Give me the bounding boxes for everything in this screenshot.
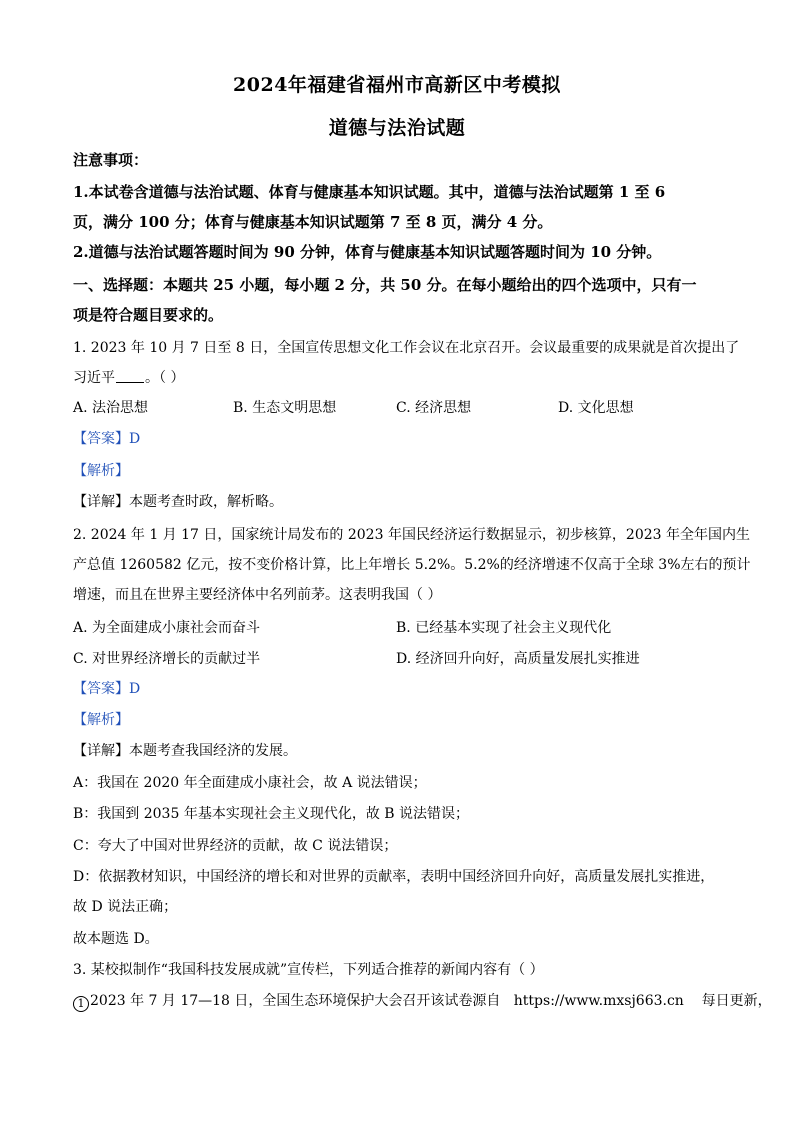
q1-stem-prefix: 习近平 [73, 370, 115, 386]
q2-analysis-d-line-1: D：依据教材知识，中国经济的增长和对世界的贡献率，表明中国经济回升向好，高质量发展扎实推进， [73, 869, 715, 885]
notice-heading: 注意事项： [73, 151, 149, 169]
q2-option-a: A. 为全面建成小康社会而奋斗 [73, 620, 261, 636]
q1-option-a: A. 法治思想 [73, 400, 149, 416]
q2-option-b: B. 已经基本实现了社会主义现代化 [396, 620, 612, 636]
q3-stem: 3. 某校拟制作“我国科技发展成就”宣传栏，下列适合推荐的新闻内容有（ ） [73, 962, 544, 978]
notice-line-3: 2.道德与法治试题答题时间为 90 分钟，体育与健康基本知识试题答题时间为 10 分钟。 [73, 243, 662, 261]
q1-option-b: B. 生态文明思想 [233, 400, 337, 416]
q2-option-c: C. 对世界经济增长的贡献过半 [73, 651, 261, 667]
source-url: https://www.mxsj663.cn [513, 993, 684, 1009]
q2-stem-line-2: 产总值 1260582 亿元，按不变价格计算，比上年增长 5.2%。5.2%的经济增速不仅高于全球 3%左右的预计 [73, 557, 751, 573]
notice-line-2: 页，满分 100 分；体育与健康基本知识试题第 7 至 8 页，满分 4 分。 [73, 213, 553, 231]
notice-line-1: 1.本试卷含道德与法治试题、体育与健康基本知识试题。其中，道德与法治试题第 1 至 6 [73, 183, 666, 201]
q2-stem-line-3: 增速，而且在世界主要经济体中名列前茅。这表明我国（ ） [73, 587, 442, 603]
q1-analysis-label: 【解析】 [73, 463, 129, 479]
q3-item-1-tail: 每日更新， [701, 993, 772, 1009]
q1-stem-line-1: 1. 2023 年 10 月 7 日至 8 日，全国宣传思想文化工作会议在北京召开。会议最重要的成果就是首次提出了 [73, 340, 740, 356]
circled-number-1: 1 [73, 996, 89, 1012]
q1-stem-suffix: 。（ ） [145, 370, 185, 386]
q2-analysis-label: 【解析】 [73, 712, 129, 728]
q1-answer: 【答案】D [73, 431, 141, 447]
q2-conclusion: 故本题选 D。 [73, 931, 159, 947]
answer-blank [116, 369, 144, 383]
q3-item-1-text: 2023 年 7 月 17—18 日，全国生态环境保护大会召开该试卷源自 [90, 993, 501, 1009]
page-title: 2024年福建省福州市高新区中考模拟 [233, 74, 561, 96]
q1-option-c: C. 经济思想 [396, 400, 472, 416]
q2-option-d: D. 经济回升向好，高质量发展扎实推进 [396, 651, 640, 667]
q2-analysis-d-line-2: 故 D 说法正确； [73, 899, 178, 915]
page-subtitle: 道德与法治试题 [328, 117, 466, 139]
q2-analysis-a: A：我国在 2020 年全面建成小康社会，故 A 说法错误； [73, 775, 427, 791]
q2-detail: 【详解】本题考查我国经济的发展。 [73, 743, 297, 759]
q1-option-d: D. 文化思想 [558, 400, 634, 416]
q1-stem-line-2 [73, 368, 733, 388]
q2-answer: 【答案】D [73, 681, 141, 697]
q2-analysis-c: C：夸大了中国对世界经济的贡献，故 C 说法错误； [73, 838, 398, 854]
section-heading-line-2: 项是符合题目要求的。 [73, 306, 224, 324]
q2-analysis-b: B：我国到 2035 年基本实现社会主义现代化，故 B 说法错误； [73, 806, 470, 822]
q3-item-1 [73, 991, 772, 1012]
q1-detail: 【详解】本题考查时政，解析略。 [73, 494, 283, 510]
q2-stem-line-1: 2. 2024 年 1 月 17 日，国家统计局发布的 2023 年国民经济运行数据显示，初步核算，2023 年全年国内生 [73, 527, 751, 543]
section-heading-line-1: 一、选择题：本题共 25 小题，每小题 2 分，共 50 分。在每小题给出的四个选项中，只有一 [73, 276, 697, 294]
